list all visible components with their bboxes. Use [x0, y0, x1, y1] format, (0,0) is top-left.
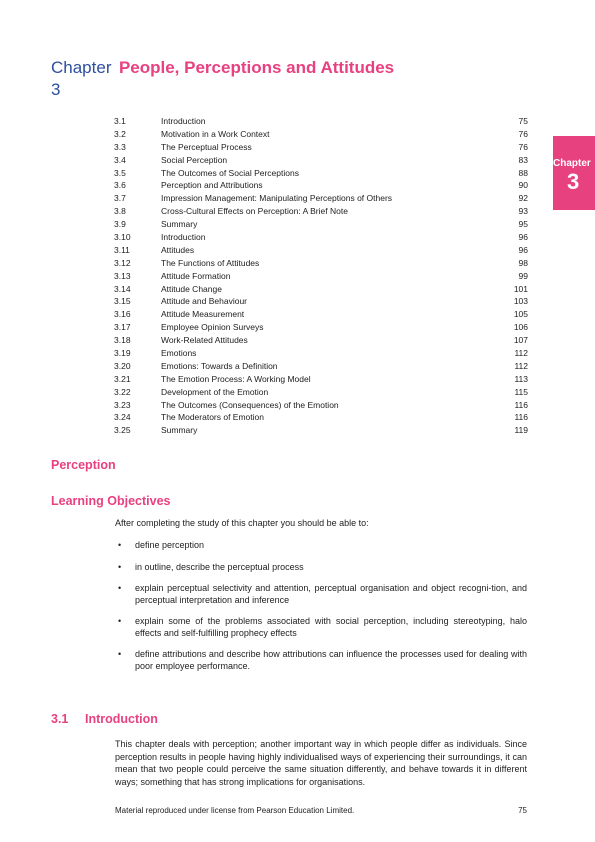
toc-row — [114, 192, 528, 205]
toc-row — [114, 205, 528, 218]
toc-row — [114, 360, 528, 373]
toc-row — [114, 373, 528, 386]
toc-title: Attitude Change — [161, 283, 222, 294]
toc-page: 119 — [514, 425, 528, 436]
toc-row — [114, 334, 528, 347]
toc-number: 3.16 — [114, 309, 131, 320]
list-item — [115, 616, 527, 639]
toc-page: 90 — [518, 180, 528, 191]
toc-number: 3.11 — [114, 244, 130, 255]
toc-row — [114, 244, 528, 257]
toc-page: 76 — [518, 141, 528, 152]
toc-number: 3.6 — [114, 180, 126, 191]
toc-page: 107 — [513, 335, 528, 346]
toc-page: 112 — [514, 360, 528, 371]
toc-title: The Moderators of Emotion — [161, 412, 264, 423]
toc-row — [114, 270, 528, 283]
toc-row — [114, 424, 528, 437]
toc-number: 3.12 — [114, 257, 131, 268]
list-item — [115, 649, 527, 672]
chapter-tab — [553, 136, 595, 210]
toc-row — [114, 308, 528, 321]
toc-row — [114, 321, 528, 334]
toc-page: 105 — [513, 309, 528, 320]
toc-row — [114, 257, 528, 270]
chapter-title: People, Perceptions and Attitudes — [118, 58, 395, 77]
footer-credit: Material reproduced under license from Pearson Education Limited. — [115, 806, 355, 815]
bullet-icon: • — [118, 616, 122, 626]
toc-page: 98 — [518, 257, 528, 268]
toc-page: 103 — [513, 296, 528, 307]
toc-row — [114, 154, 528, 167]
toc-number: 3.17 — [114, 322, 131, 333]
toc-row — [114, 115, 528, 128]
toc-page: 92 — [518, 193, 528, 204]
toc-page: 106 — [513, 322, 528, 333]
toc-number: 3.21 — [114, 373, 131, 384]
section-heading-learning-objectives: Learning Objectives — [51, 494, 171, 508]
page-number: 75 — [518, 806, 527, 815]
toc-number: 3.2 — [114, 128, 126, 139]
toc-title: Introduction — [161, 232, 206, 243]
bullet-icon: • — [118, 583, 122, 593]
objective-text: define attributions and describe how attributions can influence the processes used for dealing with poor employee performance. — [135, 649, 527, 671]
toc-number: 3.13 — [114, 270, 131, 281]
toc-row — [114, 399, 528, 412]
toc-row — [114, 141, 528, 154]
toc-row — [114, 283, 528, 296]
toc-row — [114, 167, 528, 180]
toc-title: Attitudes — [161, 244, 195, 255]
section-number: 3.1 — [51, 712, 69, 726]
intro-paragraph: This chapter deals with perception; another important way in which people differ as individuals. Since perception results in people having highly individualised ways of experiencing their surroundings, it can mean that two people could perceive the same situation differently, and behave towards it in different ways; something that has strong implications for organisations. — [115, 739, 527, 787]
bullet-icon: • — [118, 561, 122, 572]
toc-page: 116 — [514, 412, 528, 423]
toc-number: 3.19 — [114, 348, 131, 359]
toc-row — [114, 386, 528, 399]
toc-number: 3.7 — [114, 193, 126, 204]
chapter-number: 3 — [51, 80, 61, 99]
toc-page: 93 — [518, 206, 528, 217]
section-title: Introduction — [85, 712, 158, 726]
list-item — [115, 583, 527, 606]
chapter-word: Chapter — [51, 58, 112, 77]
toc-number: 3.3 — [114, 141, 126, 152]
toc-page: 75 — [518, 116, 528, 126]
toc-title: Emotions: Towards a Definition — [161, 360, 278, 371]
toc-title: The Perceptual Process — [161, 141, 252, 152]
objective-text: explain some of the problems associated with social perception, including stereotyping, halo effects and self-fulfilling prophecy effects — [135, 616, 527, 638]
toc-row — [114, 128, 528, 141]
toc-page: 96 — [518, 232, 528, 243]
objectives-intro: After completing the study of this chapter you should be able to: — [115, 518, 369, 528]
toc-page: 76 — [518, 128, 528, 139]
toc-row — [114, 411, 528, 424]
list-item — [115, 540, 527, 552]
section-heading-introduction — [51, 712, 158, 726]
toc-page: 96 — [518, 244, 528, 255]
page-footer — [115, 806, 527, 815]
toc-number: 3.10 — [114, 232, 131, 243]
toc-row — [114, 179, 528, 192]
toc-page: 112 — [514, 348, 528, 359]
toc-title: The Emotion Process: A Working Model — [161, 373, 311, 384]
toc-page: 113 — [514, 373, 528, 384]
toc-row — [114, 295, 528, 308]
toc-title: Summary — [161, 425, 198, 436]
toc-number: 3.23 — [114, 399, 131, 410]
toc-number: 3.24 — [114, 412, 131, 423]
toc-row — [114, 231, 528, 244]
chapter-heading — [51, 57, 394, 100]
toc-row — [114, 218, 528, 231]
bullet-icon: • — [118, 540, 122, 550]
toc-title: Work-Related Attitudes — [161, 335, 248, 346]
toc-number: 3.4 — [114, 154, 126, 165]
toc-page: 83 — [518, 154, 528, 165]
toc-title: Introduction — [161, 116, 206, 126]
bullet-icon: • — [118, 649, 122, 659]
toc-number: 3.14 — [114, 283, 131, 294]
chapter-tab-label: Chapter — [553, 158, 591, 169]
toc-title: Impression Management: Manipulating Perceptions of Others — [161, 193, 393, 204]
toc-title: Attitude Formation — [161, 270, 231, 281]
toc-number: 3.22 — [114, 386, 131, 397]
toc-title: Summary — [161, 219, 198, 230]
toc-row — [114, 347, 528, 360]
toc-title: Social Perception — [161, 154, 228, 165]
toc-title: Emotions — [161, 348, 197, 359]
toc-title: Development of the Emotion — [161, 386, 269, 397]
toc-page: 99 — [518, 270, 528, 281]
toc-page: 101 — [513, 283, 528, 294]
list-item — [115, 562, 527, 574]
toc-number: 3.5 — [114, 167, 126, 178]
chapter-tab-number: 3 — [567, 169, 580, 194]
toc-page: 116 — [514, 399, 528, 410]
toc-title: Attitude and Behaviour — [161, 296, 248, 307]
toc-number: 3.18 — [114, 335, 131, 346]
toc-number: 3.20 — [114, 360, 131, 371]
toc-title: Employee Opinion Surveys — [161, 322, 264, 333]
toc-number: 3.15 — [114, 296, 131, 307]
section-heading-perception: Perception — [51, 458, 116, 472]
toc-title: The Outcomes (Consequences) of the Emotion — [161, 399, 339, 410]
toc-number: 3.9 — [114, 219, 126, 230]
toc-title: The Outcomes of Social Perceptions — [161, 167, 299, 178]
toc-title: Motivation in a Work Context — [161, 128, 270, 139]
objectives-list — [115, 540, 527, 682]
objective-text: explain perceptual selectivity and attention, perceptual organisation and object recogni-tion, and perceptual interpretation and inference — [135, 583, 527, 605]
toc-title: Perception and Attributions — [161, 180, 263, 191]
toc-page: 95 — [518, 219, 528, 230]
toc-title: Attitude Measurement — [161, 309, 245, 320]
toc-title: Cross-Cultural Effects on Perception: A Brief Note — [161, 206, 348, 217]
toc-number: 3.25 — [114, 425, 131, 436]
objective-text: in outline, describe the perceptual process — [135, 561, 304, 572]
toc-title: The Functions of Attitudes — [161, 257, 260, 268]
toc-page: 115 — [514, 386, 528, 397]
toc-number: 3.1 — [114, 116, 126, 126]
toc-page: 88 — [518, 167, 528, 178]
objective-text: define perception — [135, 540, 205, 550]
table-of-contents — [114, 115, 528, 437]
toc-number: 3.8 — [114, 206, 126, 217]
